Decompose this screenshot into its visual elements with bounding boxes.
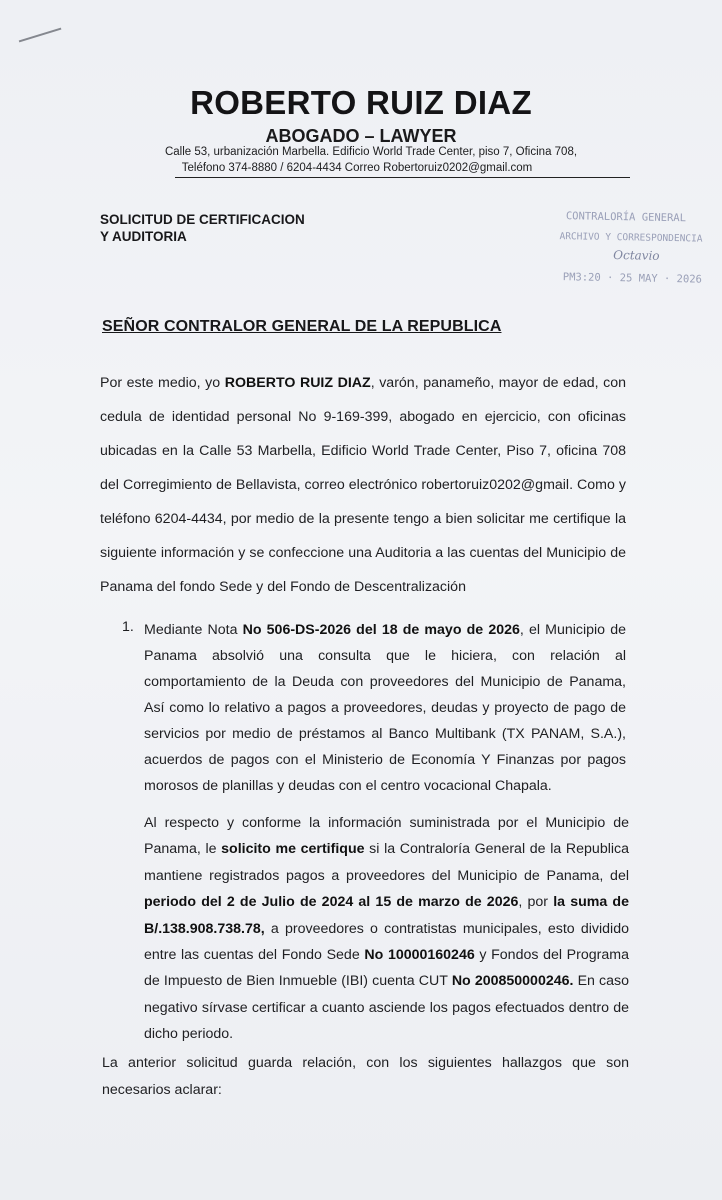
intro-paragraph <box>100 366 626 604</box>
addressee-heading: SEÑOR CONTRALOR GENERAL DE LA REPUBLICA <box>102 318 502 335</box>
stamp-signature: Octavio <box>613 248 660 263</box>
subject-block <box>100 211 305 245</box>
request-emphasis: solicito me certifique <box>221 841 365 858</box>
subject-line-1: SOLICITUD DE CERTIFICACION <box>100 212 305 227</box>
request-text-a: Al respecto y conforme la información suministrada por el Municipio de Panama, le <box>144 815 629 858</box>
letterhead-role: ABOGADO – LAWYER <box>265 126 457 146</box>
letterhead-contact: Teléfono 374-8880 / 6204-4434 Correo Robertoruiz0202@gmail.com <box>181 162 533 174</box>
request-account-1: No 10000160246 <box>364 947 475 964</box>
letterhead-rule <box>175 177 630 178</box>
item-1-paragraph <box>144 617 626 799</box>
item-1-text-a: Mediante Nota <box>144 622 243 638</box>
letterhead-address: Calle 53, urbanización Marbella. Edificio World Trade Center, piso 7, Oficina 708, <box>164 146 578 158</box>
item-1-note-ref: No 506-DS-2026 del 18 de mayo de 2026 <box>242 622 520 638</box>
stamp-line-1: CONTRALORÍA GENERAL <box>565 210 687 225</box>
request-sum: la suma de B/.138.908.738.78, <box>144 894 629 937</box>
intro-name: ROBERTO RUIZ DIAZ <box>224 375 371 391</box>
intro-text-a: Por este medio, yo <box>100 375 225 391</box>
stamp-line-2: ARCHIVO Y CORRESPONDENCIA <box>559 231 703 245</box>
letterhead-name: ROBERTO RUIZ DIAZ <box>190 84 532 121</box>
request-account-2: No 200850000246. <box>451 973 574 990</box>
intro-text-c: , varón, panameño, mayor de edad, con cedula de identidad personal No 9-169-399, abogado en ejercicio, con oficinas ubicadas en la Calle 53 Marbella, Edificio World Trade Center, Piso 7, oficina 708 del Corregimiento de Bellavista, correo electrónico robertoruiz0202@gmail. Como y teléfono 6204-4434, por medio de la presente tengo a bien solicitar me certifique la siguiente información y se confeccione una Auditoria a las cuentas del Municipio de Panama del fondo Sede y del Fondo de Descentralización <box>100 375 626 595</box>
pen-stroke-mark <box>19 28 62 42</box>
request-text-k: En caso negativo sírvase certificar a cuanto asciende los pagos efectuados dentro de dicho periodo. <box>144 973 629 1043</box>
closing-paragraph: La anterior solicitud guarda relación, con los siguientes hallazgos que son necesarios aclarar: <box>102 1055 629 1098</box>
subject-line-2: Y AUDITORIA <box>100 229 187 244</box>
item-1-request-paragraph <box>144 810 629 1048</box>
item-1-text-c: , el Municipio de Panama absolvió una consulta que le hiciera, con relación al comportamiento de la Deuda con proveedores del Municipio de Panama, Así como lo relativo a pagos a proveedores, deudas y proyecto de pago de servicios por medio de préstamos al Banco Multibank (TX PANAM, S.A.), acuerdos de pagos con el Ministerio de Economía Y Finanzas por pagos morosos de planillas y deudas con el centro vocacional Chapala. <box>144 622 626 794</box>
request-text-e: , por <box>518 894 554 911</box>
request-text-i: y Fondos del Programa de Impuesto de Bien Inmueble (IBI) cuenta CUT <box>144 947 629 990</box>
stamp-date-line: PM3:20 · 25 MAY · 2026 <box>562 271 702 286</box>
request-text-c: si la Contraloría General de la Republica mantiene registrados pagos a proveedores del Municipio de Panama, del <box>144 841 629 884</box>
item-1-number: 1. <box>122 619 134 635</box>
request-text-g: a proveedores o contratistas municipales, esto dividido entre las cuentas del Fondo Sede <box>144 920 629 964</box>
request-period: periodo del 2 de Julio de 2024 al 15 de marzo de 2026 <box>144 894 519 911</box>
